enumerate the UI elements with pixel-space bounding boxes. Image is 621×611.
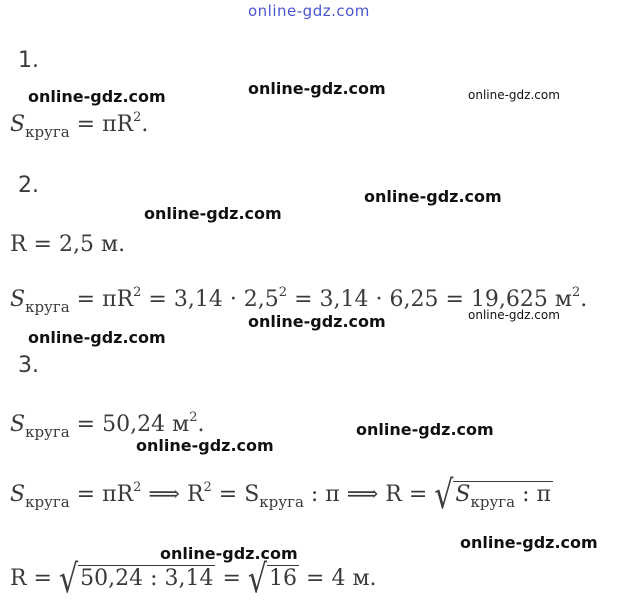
watermark: online-gdz.com xyxy=(356,420,494,439)
problem-1-number: 1. xyxy=(18,48,39,73)
problem-2-given: R = 2,5 м. xyxy=(10,232,126,257)
problem-2-calculation: $S_{круга} = \pi R^2 = 3,14 \cdot 2,5^2 = 3,14 \cdot 6,25 = 19,625$ $м^2$. xyxy=(10,285,588,316)
square-root: √16 xyxy=(247,556,298,603)
watermark-small: online-gdz.com xyxy=(468,308,560,322)
problem-3-given: $S_{круга} = 50,24$ $м^2$. xyxy=(10,410,205,441)
problem-3-derivation: $S_{круга} = \pi R^2$ ⟹ $R^2 = S_{круга}$ : π ⟹ $R = √S_{круга}$ : π xyxy=(10,472,551,519)
problem-1-formula: $S_{круга} = \pi R^2$. xyxy=(10,110,149,141)
watermark: online-gdz.com xyxy=(460,533,598,552)
watermark-small: online-gdz.com xyxy=(468,88,560,102)
square-root: $√S_{круга}$ : π xyxy=(434,472,551,519)
square-root: √50,24 : 3,14 xyxy=(58,556,214,603)
problem-3-number: 3. xyxy=(18,353,39,378)
problem-3-final: R = √50,24 : 3,14 = √16 = 4 м. xyxy=(10,556,377,603)
watermark: online-gdz.com xyxy=(144,204,282,223)
watermark: online-gdz.com xyxy=(136,436,274,455)
watermark: online-gdz.com xyxy=(248,79,386,98)
problem-2-number: 2. xyxy=(18,173,39,198)
watermark: online-gdz.com xyxy=(28,328,166,347)
watermark: online-gdz.com xyxy=(364,187,502,206)
watermark-top: online-gdz.com xyxy=(248,2,370,20)
watermark: online-gdz.com xyxy=(28,87,166,106)
watermark: online-gdz.com xyxy=(248,312,386,331)
watermark: online-gdz.com xyxy=(160,544,298,563)
